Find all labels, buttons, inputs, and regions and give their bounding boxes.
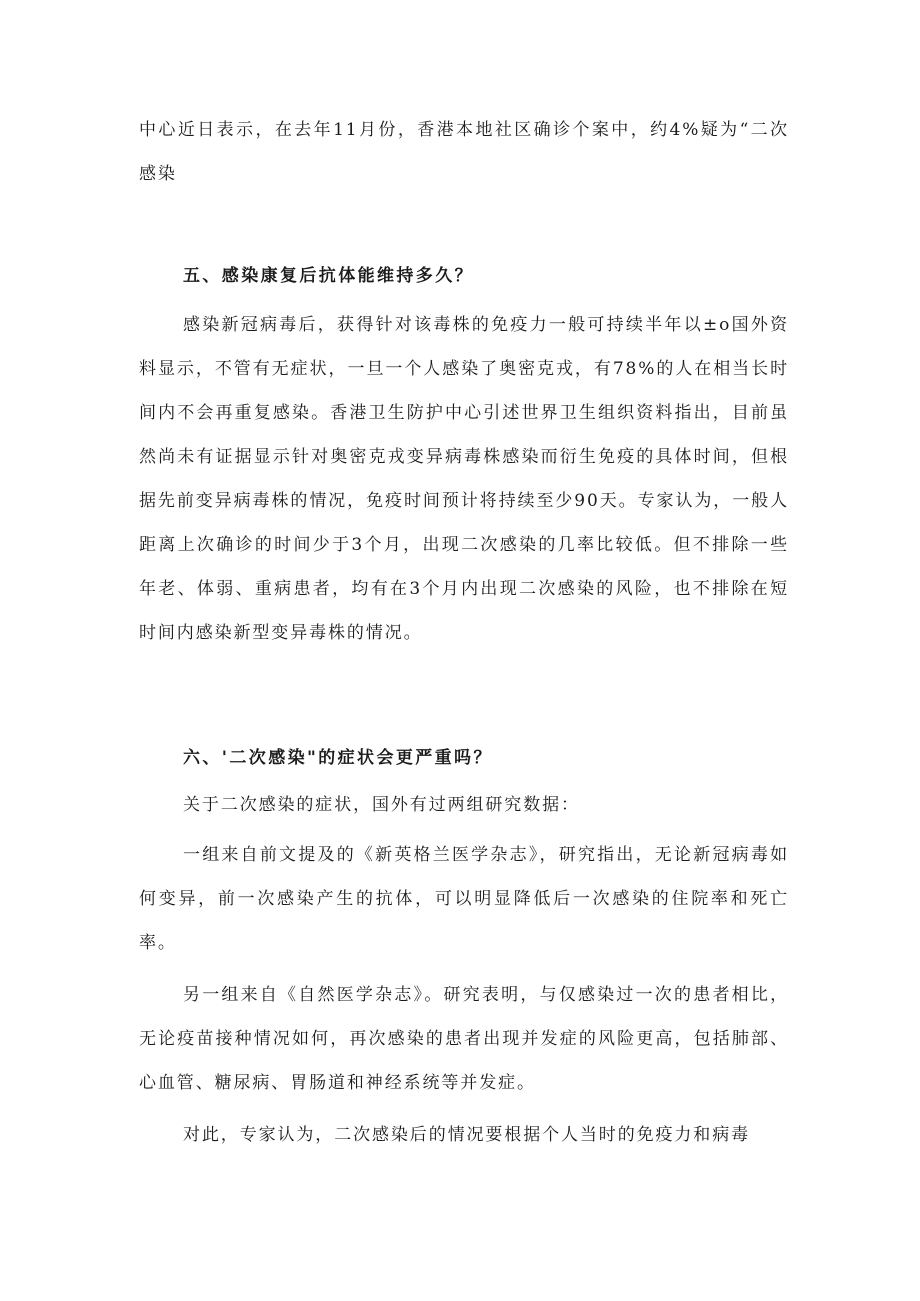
intro-block [139, 108, 789, 196]
intro-paragraph: 中心近日表示，在去年11月份，香港本地社区确诊个案中，约4%疑为“二次感染 [139, 120, 789, 184]
section-6-paragraph-3: 另一组来自《自然医学杂志》。研究表明，与仅感染过一次的患者相比，无论疫苗接种情况如何，再次感染的患者出现并发症的风险更高，包括肺部、心血管、糖尿病、胃肠道和神经系统等并发症。 [139, 985, 789, 1093]
section-6 [139, 736, 789, 1157]
section-6-paragraph-1: 关于二次感染的症状，国外有过两组研究数据： [183, 795, 580, 815]
section-5-paragraph: 感染新冠病毒后，获得针对该毒株的免疫力一般可持续半年以±o国外资料显示，不管有无症状，一旦一个人感染了奥密克戎，有78%的人在相当长时间内不会再重复感染。香港卫生防护中心引述世界卫生组织资料指出，目前虽然尚未有证据显示针对奥密克戎变异病毒株感染而衍生免疫的具体时间，但根据先前变异病毒株的情况，免疫时间预计将持续至少90天。专家认为，一般人距离上次确诊的时间少于3个月，出现二次感染的几率比较低。但不排除一些年老、体弱、重病患者，均有在3个月内出现二次感染的风险，也不排除在短时间内感染新型变异毒株的情况。 [139, 315, 789, 643]
section-5-heading: 五、感染康复后抗体能维持多久？ [183, 266, 474, 286]
section-5 [139, 254, 789, 655]
section-6-heading: 六、'二次感染"的症状会更严重吗？ [183, 748, 493, 768]
section-6-paragraph-2: 一组来自前文提及的《新英格兰医学杂志》，研究指出，无论新冠病毒如何变异，前一次感染产生的抗体，可以明显降低后一次感染的住院率和死亡率。 [139, 845, 789, 953]
section-6-paragraph-4: 对此，专家认为，二次感染后的情况要根据个人当时的免疫力和病毒 [183, 1125, 750, 1145]
